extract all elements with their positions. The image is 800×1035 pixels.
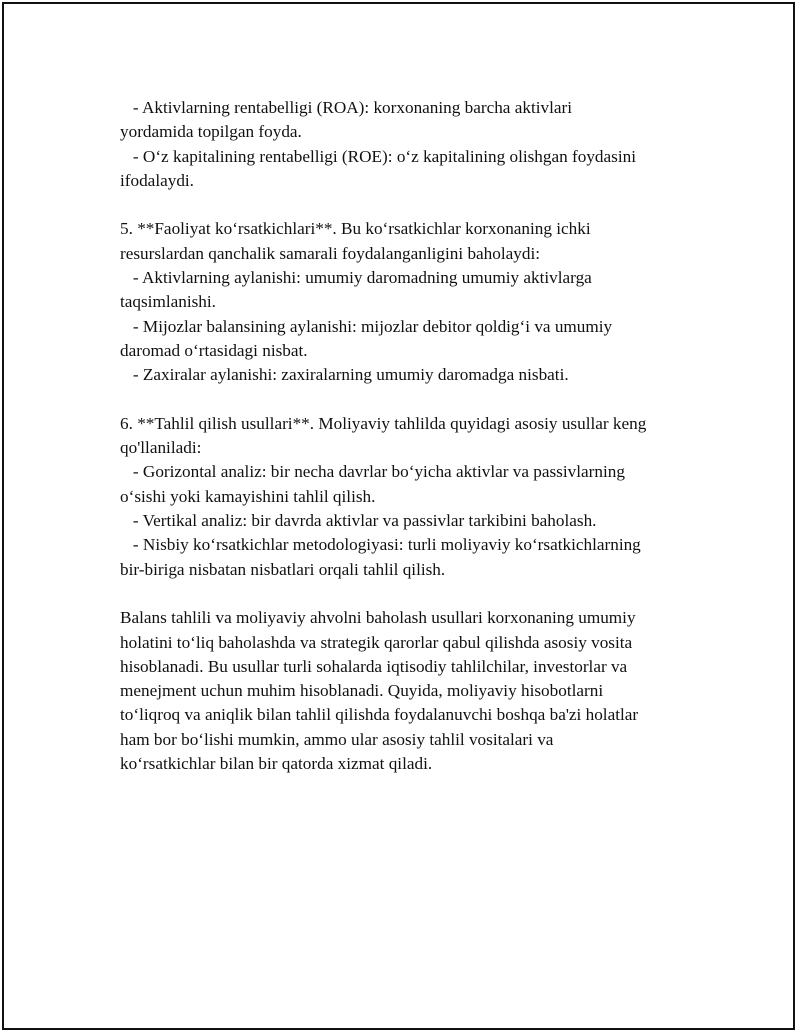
text-line: bir-biriga nisbatan nisbatlari orqali tahlil qilish. xyxy=(120,559,446,579)
text-line: 5. **Faoliyat ko‘rsatkichlari**. Bu ko‘rsatkichlar korxonaning ichki xyxy=(120,219,591,239)
text-line: qo'llaniladi: xyxy=(120,438,202,458)
text-line: hisoblanadi. Bu usullar turli sohalarda iqtisodiy tahlilchilar, investorlar va xyxy=(120,656,628,676)
document-body xyxy=(120,96,692,776)
text-line: to‘liqroq va aniqlik bilan tahlil qilishda foydalanuvchi boshqa ba'zi holatlar xyxy=(120,705,639,725)
text-line: taqsimlanishi. xyxy=(120,292,216,312)
text-line: - Nisbiy ko‘rsatkichlar metodologiyasi: turli moliyaviy ko‘rsatkichlarning xyxy=(120,535,641,555)
paragraph-activity-indicators xyxy=(120,217,692,387)
paragraph-analysis-methods xyxy=(120,412,692,582)
text-line: resurslardan qanchalik samarali foydalanganligini baholaydi: xyxy=(120,243,540,263)
paragraph-conclusion xyxy=(120,606,692,776)
text-line: ham bor bo‘lishi mumkin, ammo ular asosiy tahlil vositalari va xyxy=(120,729,554,749)
text-line: - O‘z kapitalining rentabelligi (ROE): o‘z kapitalining olishgan foydasini xyxy=(120,146,636,166)
text-line: - Aktivlarning aylanishi: umumiy daromadning umumiy aktivlarga xyxy=(120,268,592,288)
document-page xyxy=(2,2,795,1030)
text-line: ifodalaydi. xyxy=(120,170,194,190)
text-line: menejment uchun muhim hisoblanadi. Quyida, moliyaviy hisobotlarni xyxy=(120,681,604,701)
text-line: 6. **Tahlil qilish usullari**. Moliyaviy tahlilda quyidagi asosiy usullar keng xyxy=(120,413,647,433)
text-line: - Gorizontal analiz: bir necha davrlar bo‘yicha aktivlar va passivlarning xyxy=(120,462,625,482)
text-line: - Zaxiralar aylanishi: zaxiralarning umumiy daromadga nisbati. xyxy=(120,365,569,385)
text-line: holatini to‘liq baholashda va strategik qarorlar qabul qilishda asosiy vosita xyxy=(120,632,633,652)
text-line: daromad o‘rtasidagi nisbat. xyxy=(120,340,308,360)
text-line: - Aktivlarning rentabelligi (ROA): korxonaning barcha aktivlari xyxy=(120,98,573,117)
text-line: o‘sishi yoki kamayishini tahlil qilish. xyxy=(120,486,376,506)
text-line: - Vertikal analiz: bir davrda aktivlar va passivlar tarkibini baholash. xyxy=(120,511,597,531)
paragraph-profitability-ratios xyxy=(120,96,692,193)
text-line: yordamida topilgan foyda. xyxy=(120,122,302,142)
text-line: - Mijozlar balansining aylanishi: mijozlar debitor qoldig‘i va umumiy xyxy=(120,316,613,336)
text-line: Balans tahlili va moliyaviy ahvolni baholash usullari korxonaning umumiy xyxy=(120,608,636,628)
text-line: ko‘rsatkichlar bilan bir qatorda xizmat qiladi. xyxy=(120,754,433,774)
